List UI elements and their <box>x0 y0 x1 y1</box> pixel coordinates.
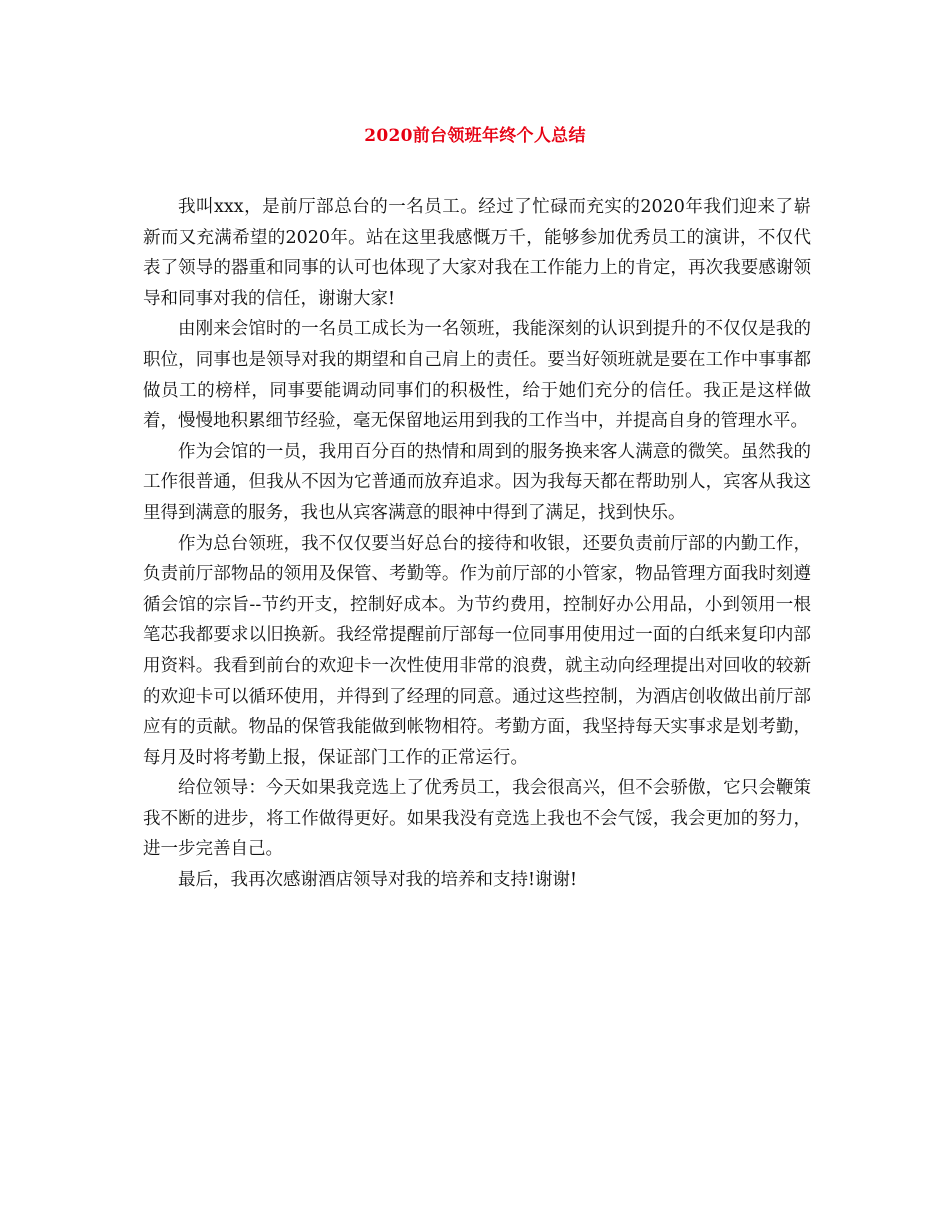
paragraph-2: 由刚来会馆时的一名员工成长为一名领班，我能深刻的认识到提升的不仅仅是我的职位，同事也是领导对我的期望和自己肩上的责任。要当好领班就是要在工作中事事都做员工的榜样，同事要能调动同事们的积极性，给于她们充分的信任。我正是这样做着，慢慢地积累细节经验，毫无保留地运用到我的工作当中，并提高自身的管理水平。 <box>143 319 811 432</box>
paragraph-4: 作为总台领班，我不仅仅要当好总台的接待和收银，还要负责前厅部的内勤工作，负责前厅部物品的领用及保管、考勤等。作为前厅部的小管家，物品管理方面我时刻遵循会馆的宗旨--节约开支，控制好成本。为节约费用，控制好办公用品，小到领用一根笔芯我都要求以旧换新。我经常提醒前厅部每一位同事用使用过一面的白纸来复印内部用资料。我看到前台的欢迎卡一次性使用非常的浪费，就主动向经理提出对回收的较新的欢迎卡可以循环使用，并得到了经理的同意。通过这些控制，为酒店创收做出前厅部应有的贡献。物品的保管我能做到帐物相符。考勤方面，我坚持每天实事求是划考勤，每月及时将考勤上报，保证部门工作的正常运行。 <box>143 533 811 768</box>
paragraph-5: 给位领导：今天如果我竞选上了优秀员工，我会很高兴，但不会骄傲，它只会鞭策我不断的进步，将工作做得更好。如果我没有竞选上我也不会气馁，我会更加的努力，进一步完善自己。 <box>143 778 811 860</box>
paragraph-1: 我叫xxx，是前厅部总台的一名员工。经过了忙碌而充实的2020年我们迎来了崭新而又充满希望的2020年。站在这里我感慨万千，能够参加优秀员工的演讲，不仅代表了领导的器重和同事的认可也体现了大家对我在工作能力上的肯定，再次我要感谢领导和同事对我的信任，谢谢大家! <box>143 197 811 309</box>
document-body <box>143 192 811 896</box>
paragraph-3: 作为会馆的一员，我用百分百的热情和周到的服务换来客人满意的微笑。虽然我的工作很普通，但我从不因为它普通而放弃追求。因为我每天都在帮助别人，宾客从我这里得到满意的服务，我也从宾客满意的眼神中得到了满足，找到快乐。 <box>143 441 811 523</box>
paragraph-6: 最后，我再次感谢酒店领导对我的培养和支持!谢谢! <box>178 870 578 891</box>
document-title: 2020前台领班年终个人总结 <box>364 126 586 146</box>
